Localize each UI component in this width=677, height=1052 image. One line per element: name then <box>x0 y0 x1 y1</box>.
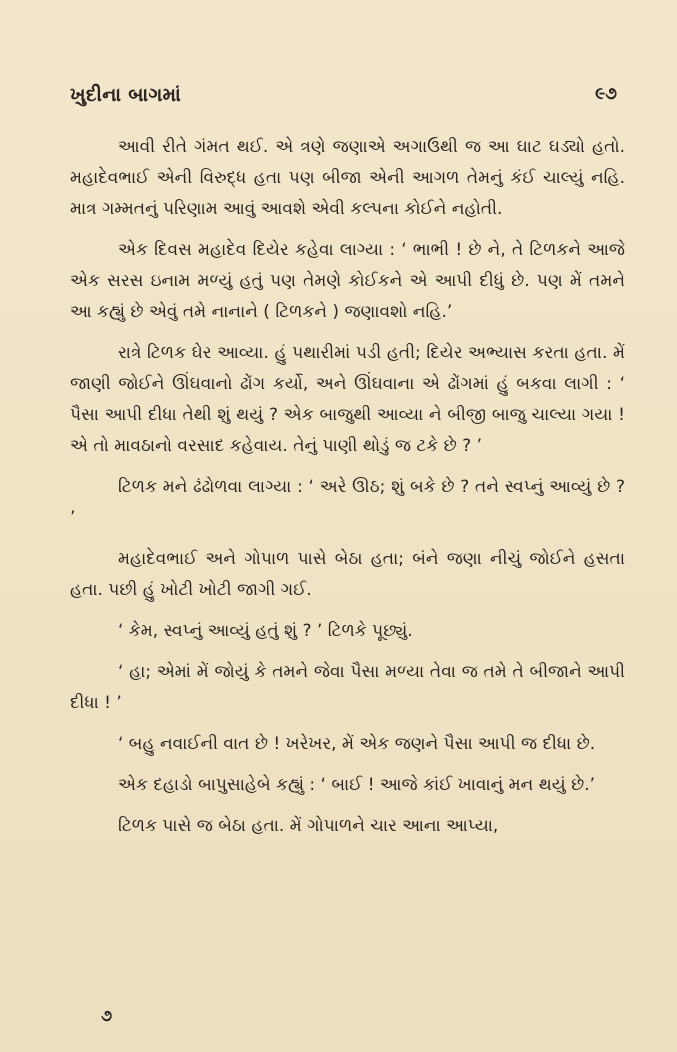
page-header <box>70 84 617 116</box>
paragraph: એક દહાડો બાપુસાહેબે કહ્યું : ‘ બાઈ ! આજે કાંઈ ખાવાનું મન થયું છે.’ <box>118 775 596 795</box>
paragraph: મહાદેવભાઈ અને ગોપાળ પાસે બેઠા હતા; બંને જણા નીચું જોઈને હસતા હતા. પછી હું ખોટી ખોટી જાગી ગઈ. <box>70 549 625 600</box>
paragraph: રાત્રે ટિળક ઘેર આવ્યા. હું પથારીમાં પડી હતી; દિયેર અભ્યાસ કરતા હતા. મેં જાણી જોઈને ઊંઘવાનો ઢોંગ કર્યો, અને ઊંઘવાના એ ઢોંગમાં હું બકવા લાગી : ‘ પૈસા આપી દીધા તેથી શું થયું ? એક બાજુથી આવ્યા ને બીજી બાજુ ચાલ્યા ગયા ! એ તો માવઠાનો વરસાદ કહેવાય. તેનું પાણી થોડું જ ટકે છે ? ’ <box>70 343 625 456</box>
signature-mark: ૭ <box>101 1006 113 1025</box>
page-number: ૯૭ <box>595 84 617 104</box>
paragraph: ટિળક પાસે જ બેઠા હતા. મેં ગોપાળને ચાર આના આપ્યા, <box>118 816 499 836</box>
paragraph: ‘ હા; એમાં મેં જોયું કે તમને જેવા પૈસા મળ્યા તેવા જ તમે તે બીજાને આપી દીધા ! ’ <box>70 662 625 713</box>
running-head: ખુદીના બાગમાં <box>70 84 182 106</box>
paragraph: ટિળક મને ઢંઢોળવા લાગ્યા : ‘ અરે ઊઠ; શું બકે છે ? તને સ્વપ્નું આવ્યું છે ? ’ <box>70 477 625 528</box>
paragraph: આવી રીતે ગંમત થઈ. એ ત્રણે જણાએ અગાઉથી જ આ ઘાટ ઘડ્યો હતો. મહાદેવભાઈ એની વિરુદ્ધ હતા પણ બીજા એની આગળ તેમનું કંઈ ચાલ્યું નહિ. માત્ર ગમ્મતનું પરિણામ આવું આવશે એવી કલ્પના કોઈને નહોતી. <box>70 137 625 219</box>
paragraph: ‘ બહુ નવાઈની વાત છે ! ખરેખર, મેં એક જણને પૈસા આપી જ દીધા છે. <box>118 734 596 754</box>
body-text <box>70 132 625 852</box>
paragraph: એક દિવસ મહાદેવ દિયેર કહેવા લાગ્યા : ‘ ભાભી ! છે ને, તે ટિળકને આજે એક સરસ ઇનામ મળ્યું હતું પણ તેમણે કોઈકને એ આપી દીધું છે. પણ મેં તમને આ કહ્યું છે એવું તમે નાનાને ( ટિળકને ) જણાવશો નહિ.’ <box>70 240 625 322</box>
paragraph: ‘ કેમ, સ્વપ્નું આવ્યું હતું શું ? ’ ટિળકે પૂછ્યું. <box>118 621 413 641</box>
